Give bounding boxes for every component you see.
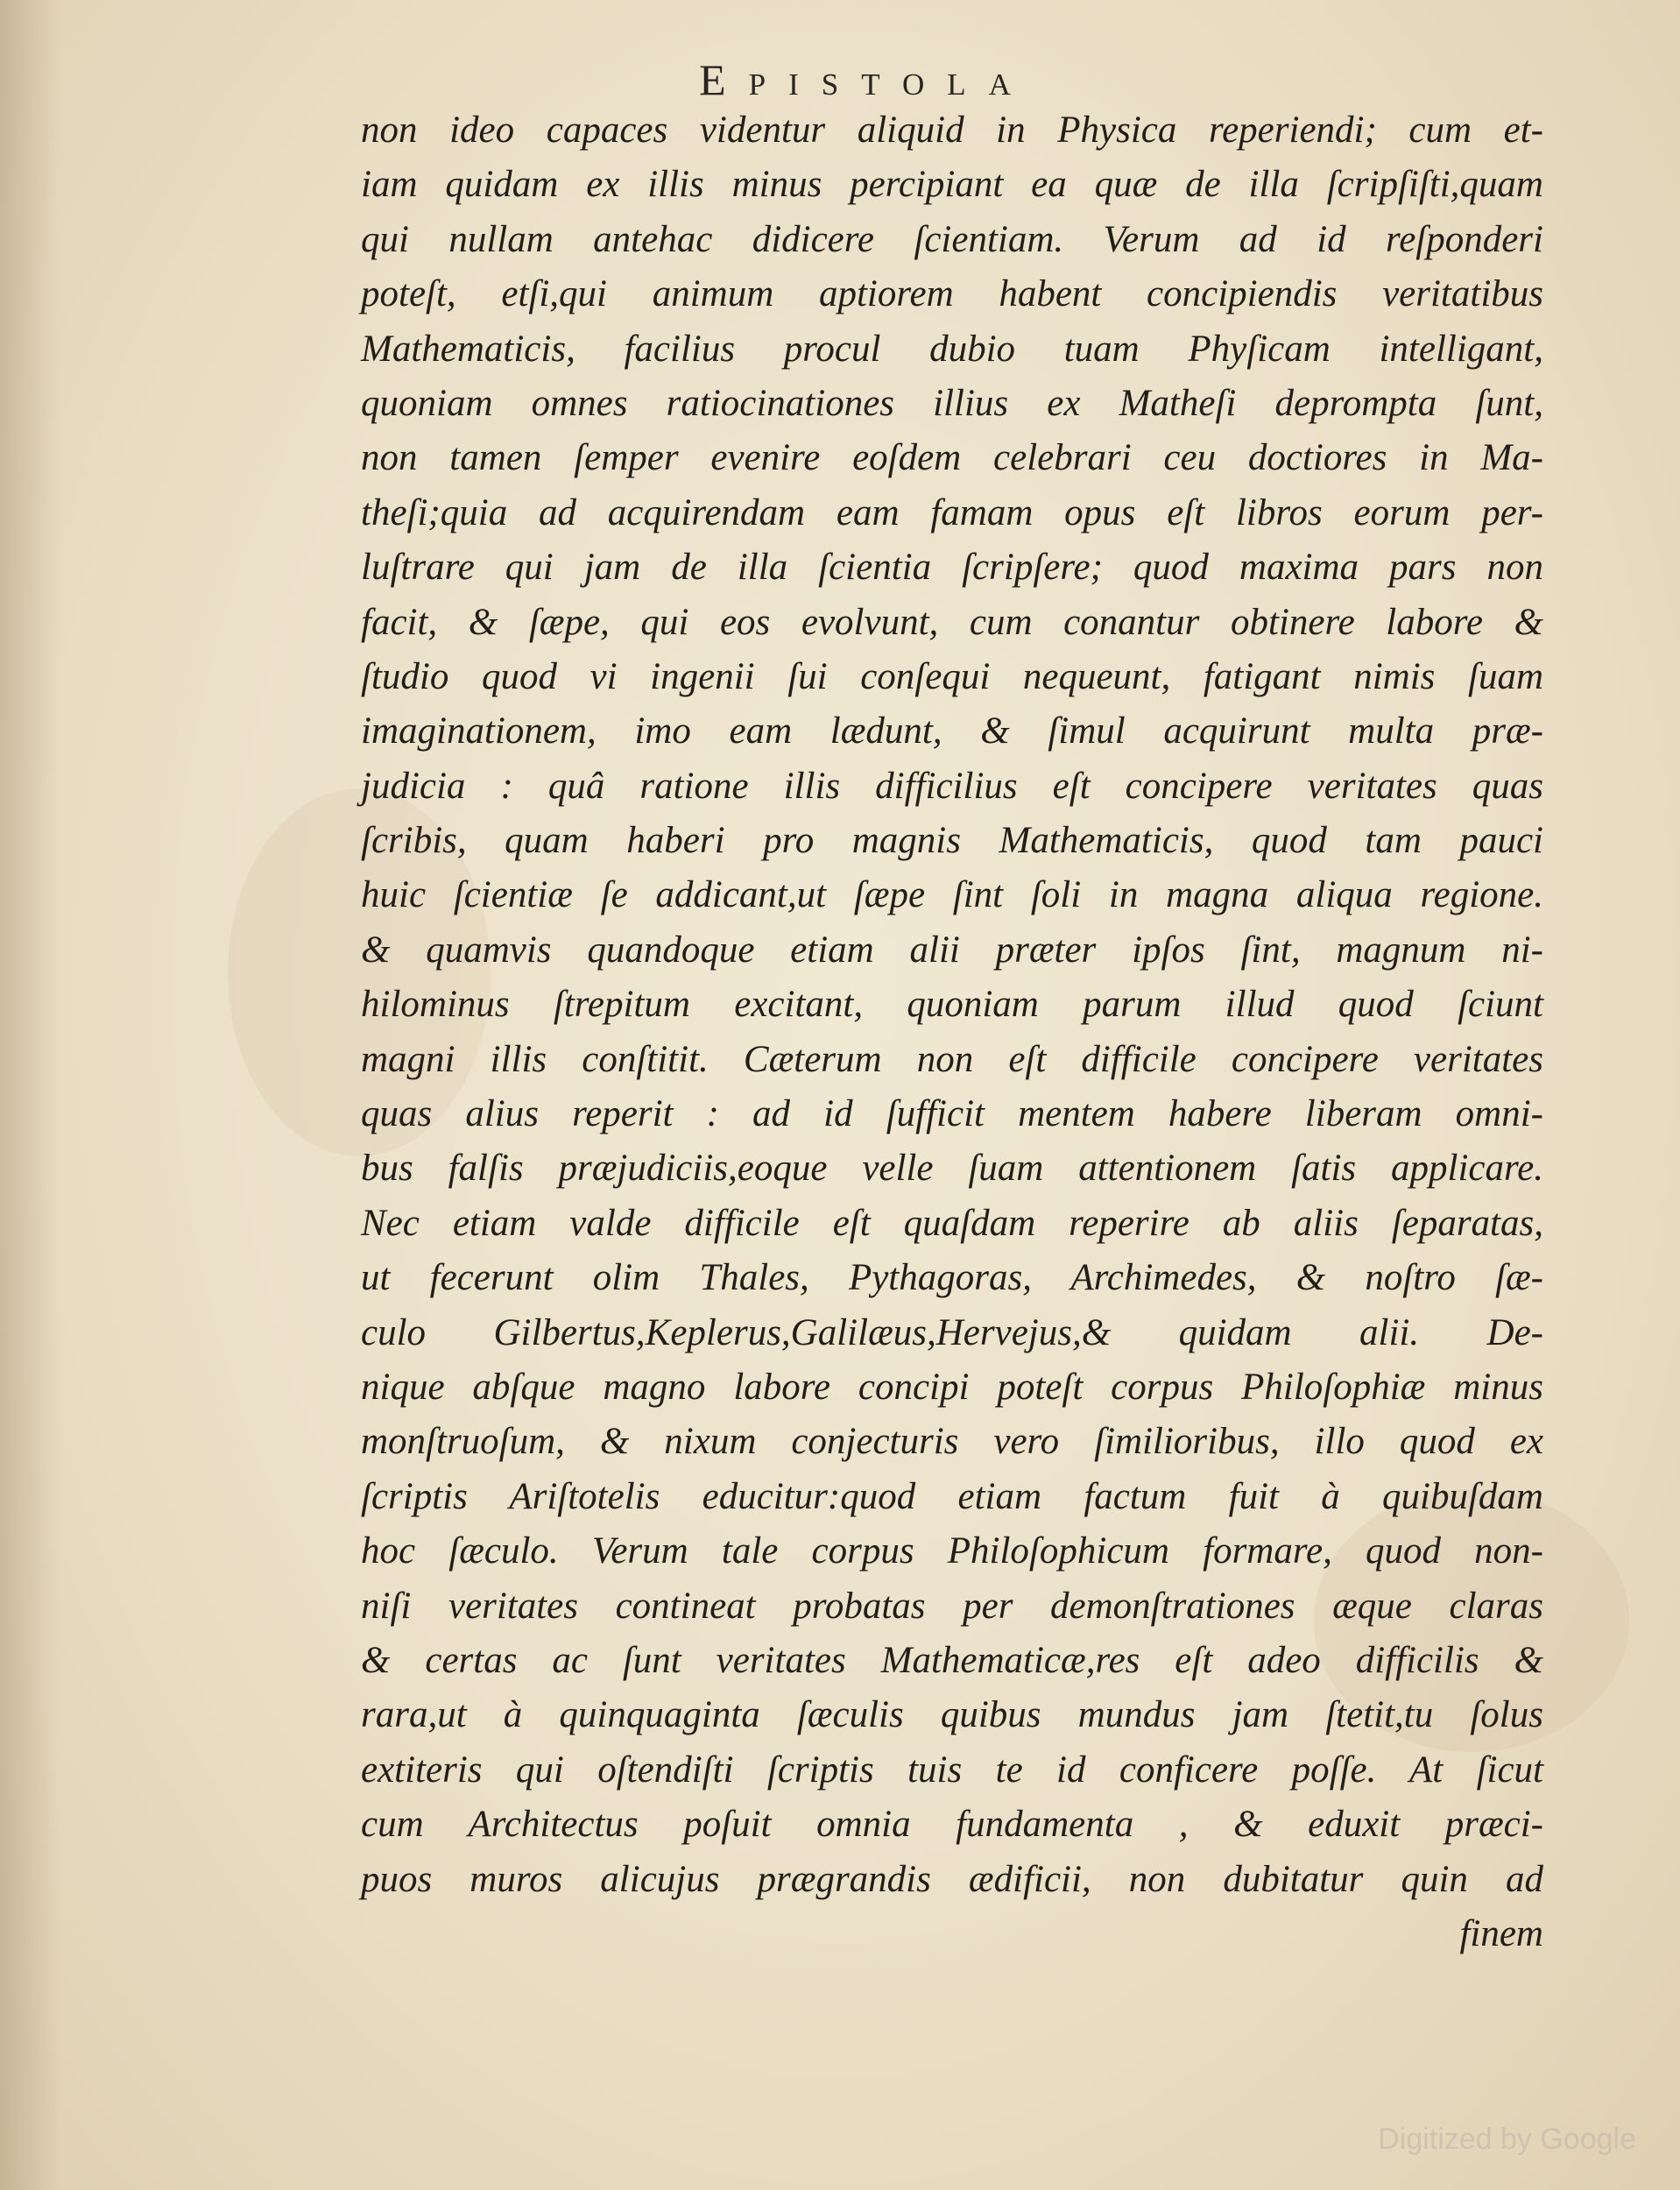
text-line: Nec etiam valde difficile eſt quaſdam reperire ab aliis ſeparatas, — [361, 1202, 1543, 1244]
text-line: & certas ac ſunt veritates Mathematicæ,res eſt adeo difficilis & — [361, 1639, 1543, 1681]
text-line: quas alius reperit : ad id ſufficit mentem habere liberam omni- — [361, 1093, 1543, 1135]
text-line: poteſt, etſi,qui animum aptiorem habent concipiendis veritatibus — [361, 273, 1543, 315]
text-line: ſtudio quod vi ingenii ſui conſequi nequeunt, fatigant nimis ſuam — [361, 655, 1543, 697]
text-line: & quamvis quandoque etiam alii præter ipſos ſint, magnum ni- — [361, 929, 1543, 971]
running-header: Epistola — [699, 55, 1034, 104]
text-line: cum Architectus poſuit omnia fundamenta , & eduxit præci- — [361, 1804, 1543, 1846]
catchword: finem — [1459, 1912, 1543, 1954]
text-line: bus falſis præjudiciis,eoque velle ſuam attentionem ſatis applicare. — [361, 1148, 1543, 1190]
text-line: magni illis conſtitit. Cæterum non eſt difficile concipere veritates — [361, 1038, 1543, 1080]
text-line: facit, & ſæpe, qui eos evolvunt, cum conantur obtinere labore & — [361, 601, 1543, 643]
text-line: ſcribis, quam haberi pro magnis Mathematicis, quod tam pauci — [361, 820, 1543, 862]
text-line: rara,ut à quinquaginta ſæculis quibus mundus jam ſtetit,tu ſolus — [361, 1694, 1543, 1736]
text-line: theſi;quia ad acquirendam eam famam opus eſt libros eorum per- — [361, 491, 1543, 533]
body-text — [361, 103, 1543, 1961]
text-line: ut fecerunt olim Thales, Pythagoras, Archimedes, & noſtro ſæ- — [361, 1257, 1543, 1299]
text-line: puos muros alicujus prægrandis ædificii, non dubitatur quin ad — [361, 1858, 1543, 1900]
text-line: hoc ſæculo. Verum tale corpus Philoſophicum formare, quod non- — [361, 1530, 1543, 1572]
text-line: niſi veritates contineat probatas per demonſtrationes æque claras — [361, 1585, 1543, 1627]
text-line: hilominus ſtrepitum excitant, quoniam parum illud quod ſciunt — [361, 984, 1543, 1026]
text-line: extiteris qui oſtendiſti ſcriptis tuis te id conficere poſſe. At ſicut — [361, 1748, 1543, 1791]
text-line: non tamen ſemper evenire eoſdem celebrari ceu doctiores in Ma- — [361, 437, 1543, 479]
digitization-watermark: Digitized by Google — [1378, 2123, 1636, 2156]
text-line: huic ſcientiæ ſe addicant,ut ſæpe ſint ſoli in magna aliqua regione. — [361, 874, 1543, 916]
text-line: luſtrare qui jam de illa ſcientia ſcripſere; quod maxima pars non — [361, 547, 1543, 589]
text-line: Mathematicis, facilius procul dubio tuam Phyſicam intelligant, — [361, 328, 1543, 370]
text-line: quoniam omnes ratiocinationes illius ex Matheſi deprompta ſunt, — [361, 382, 1543, 424]
text-line: culo Gilbertus,Keplerus,Galilæus,Hervejus,& quidam alii. De- — [361, 1311, 1543, 1353]
text-line: non ideo capaces videntur aliquid in Physica reperiendi; cum et- — [361, 110, 1543, 151]
text-line: monſtruoſum, & nixum conjecturis vero ſimilioribus, illo quod ex — [361, 1421, 1543, 1463]
text-line: iam quidam ex illis minus percipiant ea quæ de illa ſcripſiſti,quam — [361, 164, 1543, 206]
text-line: imaginationem, imo eam lædunt, & ſimul acquirunt multa præ- — [361, 710, 1543, 752]
text-line: ſcriptis Ariſtotelis educitur:quod etiam factum fuit à quibuſdam — [361, 1475, 1543, 1517]
gutter-shadow — [0, 0, 61, 2190]
text-line: qui nullam antehac didicere ſcientiam. Verum ad id reſponderi — [361, 218, 1543, 260]
text-line: nique abſque magno labore concipi poteſt corpus Philoſophiæ minus — [361, 1366, 1543, 1408]
text-line: judicia : quâ ratione illis difficilius eſt concipere veritates quas — [361, 765, 1543, 807]
